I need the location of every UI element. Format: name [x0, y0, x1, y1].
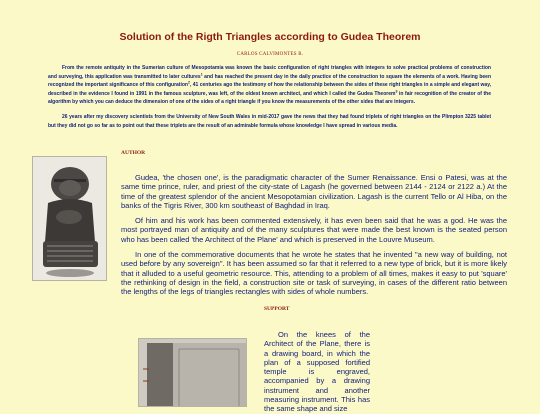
- footnote-ref-1[interactable]: 1: [200, 71, 203, 76]
- author-paragraph-2: Of him and his work has been commented extensively, it has even been said that he was a god. He was the most portrayed man of antiquity and of the many sculptures that were made the best known is the seated person who has been called 'the Architect of the Plane' and which is preserved in the Louvre Museum.: [121, 216, 507, 244]
- intro-section: [48, 64, 491, 130]
- intro-paragraph-2: 26 years after my discovery scientists from the University of New South Wales in mid-2017 gave the news that they had found triplets of right triangles on the Plimpton 3225 tablet but they did not go so far as to point out that these triplets are the result of an admirable formula whose knowledge I have spread in various media.: [48, 113, 491, 129]
- intro-text-b: and has reached the present day in the daily practice of the construction to square the elements of a work. Having been recognized the important significance of this configuration: [48, 73, 492, 89]
- support-paragraph-1: On the knees of the Architect of the Plane, there is a drawing board, in which the plan of a supposed fortified temple is engraved, accompanied by a drawing instrument and another measuring instrument. This has the same shape and size: [264, 330, 370, 414]
- gudea-statue-graphic: [33, 157, 106, 280]
- drawing-board-graphic: [139, 339, 246, 406]
- intro-paragraph-1: [48, 64, 491, 107]
- footnote-ref-3[interactable]: 3: [395, 89, 398, 94]
- author-paragraph-1: Gudea, 'the chosen one', is the paradigmatic character of the Sumer Renaissance. Ensi o Patesi, was at the same time prince, ruler, and priest of the city-state of Lagash (he governed between 2144 - 2124 or 2122 a.) At the time of the greatest splendor of the ancient Mesopotamian civilization. Lagash is the current Tello or Al Hiba, on the banks of the Tigris River, 300 km southeast of Baghdad in Iraq.: [121, 173, 507, 210]
- author-byline: CARLOS CALVIMONTES R.: [236, 52, 304, 57]
- support-section: [264, 330, 370, 414]
- intro-text-d: in fair recognition of the creator of the algorithm by which you can deduce the dimension of one of the sides of a right triangle if you know the measurements of the other sides that are integers.: [48, 90, 492, 106]
- intro-text-a: From the remote antiquity in the Sumerian culture of Mesopotamia was known the basic configuration of right triangles with integers to solve practical problems of construction and surveying, this application was transmitted to later cultures: [48, 65, 491, 80]
- support-heading: SUPPORT: [264, 306, 290, 312]
- drawing-board-image: [138, 338, 247, 407]
- gudea-statue-image: [32, 156, 107, 281]
- author-heading: AUTHOR: [121, 150, 146, 156]
- author-section: [121, 173, 507, 297]
- author-paragraph-3: In one of the commemorative documents that he wrote he states that he invented "a new way of building, not used before by any sovereign". It has been assumed so far that it referred to a new type of brick, but it is more likely that it alluded to a useful geometric resource. This, attending to a problem of all times, makes it easy to put 'square' the rethinking of design in the field, a construction site or task of surveying, in cases of the different ratio between the lengths of the legs of triangles rectangles with sides of whole numbers.: [121, 250, 507, 297]
- page-title: Solution of the Rigth Triangles according to Gudea Theorem: [119, 31, 421, 43]
- intro-text-c: , 41 centuries ago the testimony of how the relationship between the sides of these right triangles in a simple and elegant way, described in the evidence I found in 1991 in the famous sculpture, was left, of the oldest known architect, and which I called the Gudea Theorem: [48, 82, 492, 97]
- footnote-ref-2[interactable]: 2: [187, 80, 190, 85]
